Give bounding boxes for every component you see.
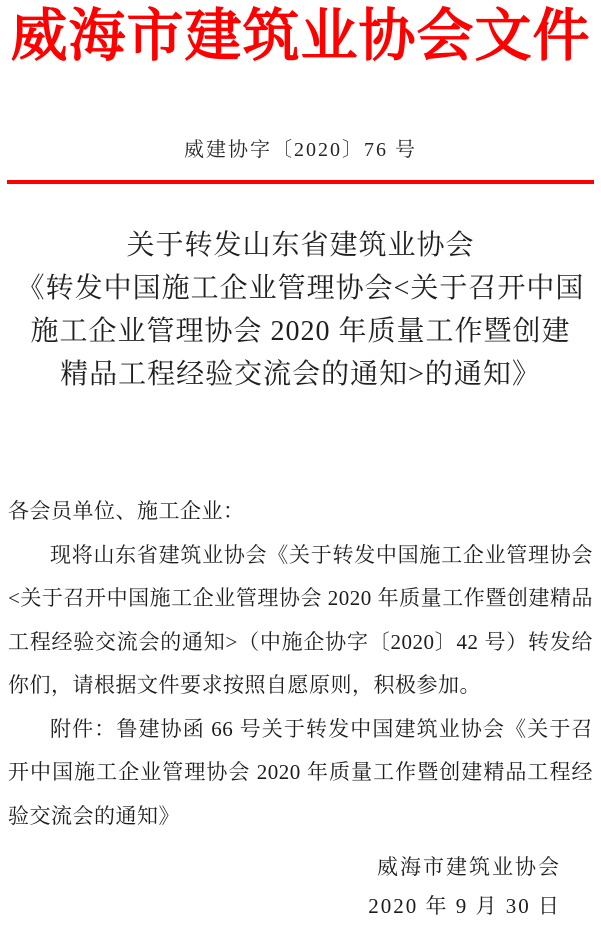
document-number: 威建协字〔2020〕76 号: [184, 139, 417, 161]
signature-block: [0, 848, 601, 926]
document-title-line: 《转发中国施工企业管理协会<关于召开中国: [16, 273, 585, 304]
document-title-line: 施工企业管理协会 2020 年质量工作暨创建: [30, 316, 571, 347]
red-divider-line: [7, 180, 594, 184]
document-title: [0, 224, 601, 396]
document-title-line: 关于转发山东省建筑业协会: [126, 230, 475, 261]
document-body: [8, 490, 593, 838]
signature-date: 2020 年 9 月 30 日: [368, 894, 561, 918]
document-title-line: 精品工程经验交流会的通知>的通知》: [60, 359, 541, 390]
body-paragraph-attachment: 附件：鲁建协函 66 号关于转发中国建筑业协会《关于召开中国施工企业管理协会 2020 年质量工作暨创建精品工程经验交流会的通知》: [8, 716, 593, 828]
body-paragraph: 现将山东省建筑业协会《关于转发中国施工企业管理协会<关于召开中国施工企业管理协会 2020 年质量工作暨创建精品工程经验交流会的通知>（中施企协字〔2020〕42 号）转发给你们，请根据文件要求按照自愿原则，积极参加。: [8, 542, 593, 697]
document-header-banner: 威海市建筑业协会文件: [10, 5, 591, 68]
salutation: 各会员单位、施工企业：: [8, 499, 245, 523]
signature-org: 威海市建筑业协会: [377, 855, 561, 879]
